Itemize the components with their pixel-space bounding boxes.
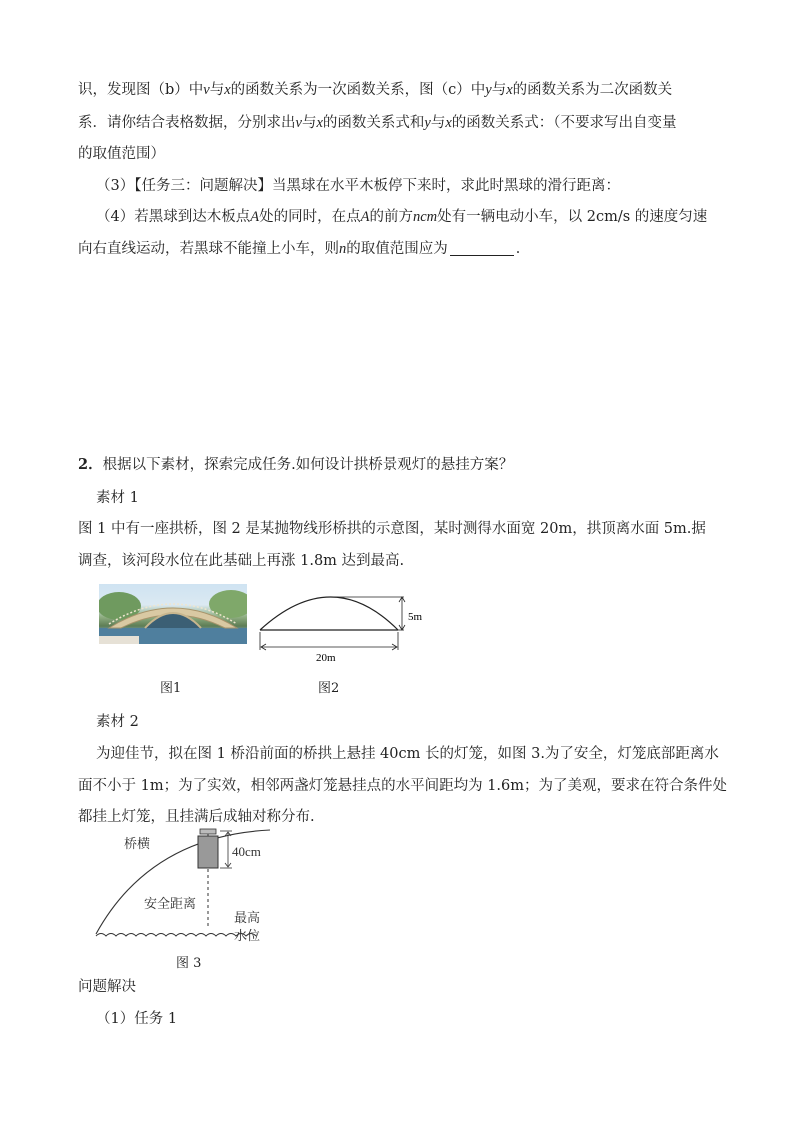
figure-2-diagram: [254, 584, 434, 664]
material-1-line-2: 调查，该河段水位在此基础上再涨 1.8m 达到最高.: [78, 553, 405, 569]
question-2-title: 2．根据以下素材，探索完成任务.如何设计拱桥景观灯的悬挂方案？: [78, 456, 514, 473]
figure-1-caption: 图1: [160, 681, 182, 696]
text-line-1: 识，发现图（b）中v与x的函数关系为一次函数关系，图（c）中y与x的函数关系为二次函数关: [78, 82, 673, 98]
problem-solving-label: 问题解决: [78, 979, 136, 995]
material-2-line-3: 都挂上灯笼，且挂满后成轴对称分布.: [78, 809, 315, 825]
task-4-line-2: 向右直线运动，若黑球不能撞上小车，则n的取值范围应为 ．: [78, 241, 531, 257]
figure-3-diagram: [90, 826, 280, 946]
answer-blank[interactable]: [450, 241, 514, 256]
parabola-arch: [260, 597, 398, 630]
material-2-label: 素材 2: [96, 714, 139, 730]
task-3: （3）【任务三：问题解决】当黑球在水平木板停下来时，求此时黑球的滑行距离：: [96, 178, 620, 194]
material-1-line-1: 图 1 中有一座拱桥，图 2 是某抛物线形桥拱的示意图，某时测得水面宽 20m，拱顶离水面 5m.据: [78, 521, 706, 537]
width-label: 20m: [316, 652, 336, 664]
label-40cm: 40cm: [232, 844, 261, 859]
tree-right: [209, 590, 247, 618]
material-1-label: 素材 1: [96, 490, 139, 506]
task-4-line-1: （4）若黑球到达木板点A处的同时，在点A的前方ncm处有一辆电动小车，以 2cm/s 的速度匀速: [96, 209, 708, 225]
lantern: [198, 836, 218, 868]
lantern-hook: [200, 829, 216, 834]
label-max-2: 水位: [234, 929, 261, 944]
material-2-line-2: 面不小于 1m；为了实效，相邻两盏灯笼悬挂点的水平间距均为 1.6m；为了美观，要求在符合条件处: [78, 778, 727, 794]
material-2-line-1: 为迎佳节，拟在图 1 桥沿前面的桥拱上悬挂 40cm 长的灯笼，如图 3.为了安全，灯笼底部距离水: [96, 746, 719, 762]
text-line-2: 系．请你结合表格数据，分别求出v与x的函数关系式和y与x的函数关系式：（不要求写出自变量: [78, 115, 677, 131]
label-bridge: 桥横: [124, 837, 151, 852]
figure-2-caption: 图2: [318, 681, 340, 696]
bridge-photo-drawing: [99, 584, 247, 644]
bridge-photo: [99, 584, 247, 644]
task-1-label: （1）任务 1: [96, 1011, 178, 1027]
label-safe-distance: 安全距离: [144, 897, 197, 912]
flowers: [99, 636, 139, 644]
figure-3-caption: 图 3: [176, 956, 202, 971]
text-line-3: 的取值范围）: [78, 146, 165, 162]
height-label: 5m: [408, 611, 423, 623]
label-max-1: 最高: [234, 911, 261, 926]
water-waves: [96, 934, 256, 937]
